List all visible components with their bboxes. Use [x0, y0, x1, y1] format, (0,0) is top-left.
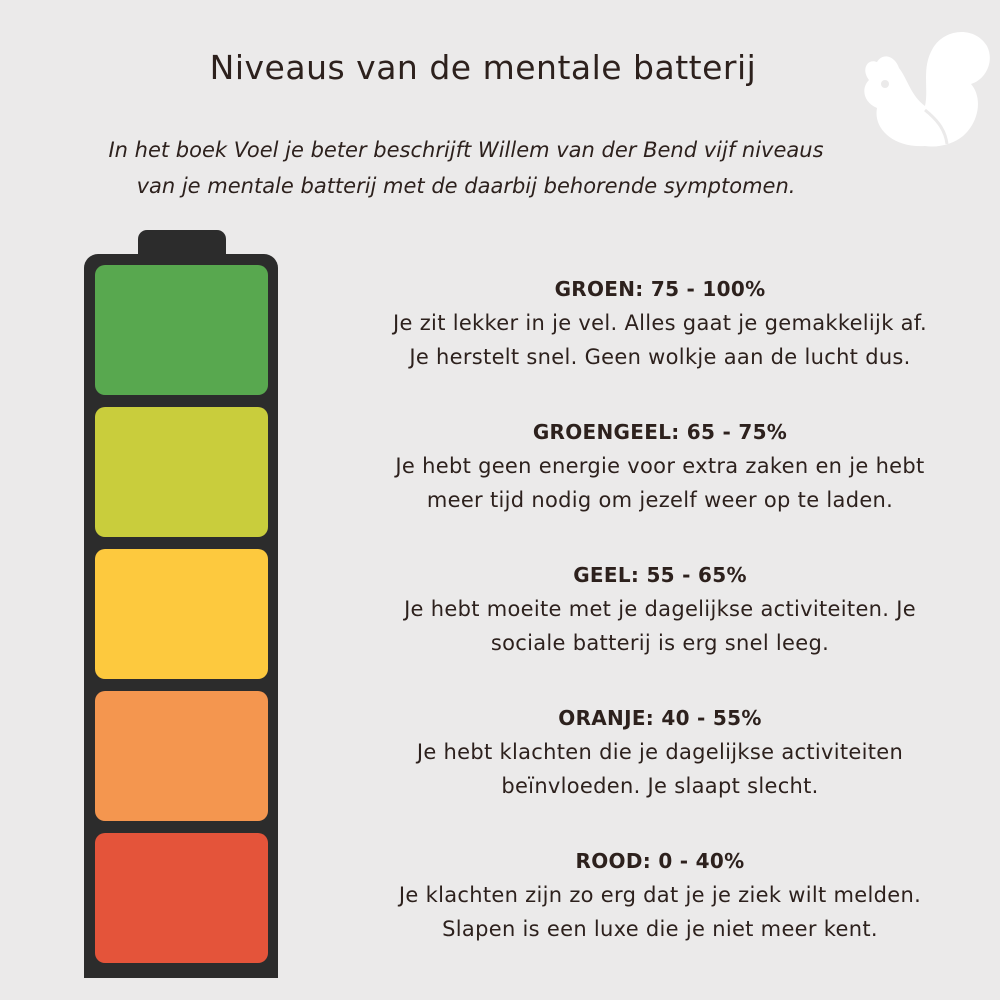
level-yellowgreen — [335, 415, 985, 517]
level-heading: GEEL: 55 - 65% — [573, 563, 747, 587]
level-desc-line: meer tijd nodig om jezelf weer op te laden. — [426, 488, 894, 512]
level-desc-line: sociale batterij is erg snel leeg. — [490, 631, 830, 655]
level-desc-line: Je klachten zijn zo erg dat je je ziek wilt melden. — [398, 883, 922, 907]
page-title: Niveaus van de mentale batterij — [209, 48, 757, 87]
level-desc-line: Je hebt geen energie voor extra zaken en je hebt — [395, 454, 925, 478]
intro-text: In het boek Voel je beter beschrijft Willem van der Bend vijf niveaus van je mentale batterij met de daarbij behorende symptomen. — [108, 138, 824, 198]
battery-cell-green — [95, 265, 268, 395]
level-desc-line: Je hebt klachten die je dagelijkse activiteiten — [416, 740, 904, 764]
battery-cell-orange — [95, 691, 268, 821]
level-desc-line: Slapen is een luxe die je niet meer kent. — [442, 917, 878, 941]
squirrel-icon — [855, 18, 993, 168]
level-yellow — [335, 558, 985, 660]
level-heading: GROENGEEL: 65 - 75% — [532, 420, 788, 444]
level-green — [335, 272, 985, 374]
battery-cell-yellow — [95, 549, 268, 679]
level-red — [335, 844, 985, 946]
level-desc-line: Je zit lekker in je vel. Alles gaat je gemakkelijk af. — [393, 311, 927, 335]
level-heading: GROEN: 75 - 100% — [554, 277, 766, 301]
level-desc-line: beïnvloeden. Je slaapt slecht. — [501, 774, 819, 798]
battery-cell-red — [95, 833, 268, 963]
level-orange — [335, 701, 985, 803]
level-heading: ROOD: 0 - 40% — [575, 849, 745, 873]
battery-cell-yellowgreen — [95, 407, 268, 537]
level-desc-line: Je herstelt snel. Geen wolkje aan de lucht dus. — [409, 345, 911, 369]
level-heading: ORANJE: 40 - 55% — [558, 706, 762, 730]
level-desc-line: Je hebt moeite met je dagelijkse activiteiten. Je — [404, 597, 916, 621]
